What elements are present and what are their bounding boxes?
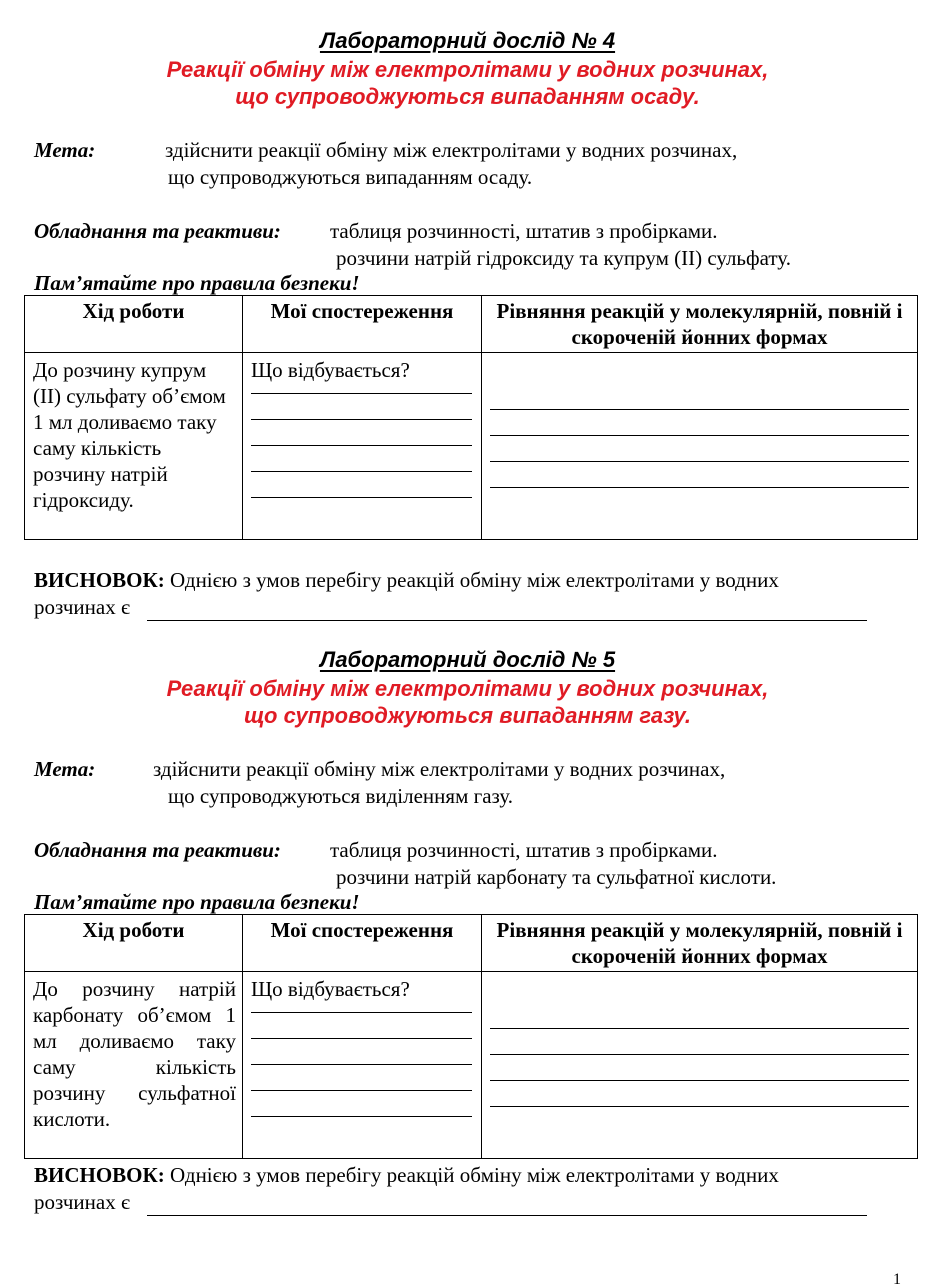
table-header-procedure: Хід роботи: [25, 915, 243, 972]
equations-cell[interactable]: [482, 972, 918, 1159]
goal-label: Мета:: [34, 138, 96, 162]
observation-question: Що відбувається?: [251, 358, 410, 382]
experiment-subtitle: що супроводжуються випаданням осаду.: [235, 84, 700, 109]
conclusion-text: розчинах є: [34, 1190, 130, 1214]
procedure-cell: [25, 972, 243, 1159]
conclusion-text: Однією з умов перебігу реакцій обміну між електролітами у водних: [164, 1163, 779, 1187]
answer-line[interactable]: [251, 1012, 472, 1013]
answer-line[interactable]: [490, 461, 909, 462]
experiment-4-section: [0, 0, 950, 620]
goal-text: здійснити реакції обміну між електролітами у водних розчинах,: [153, 757, 726, 781]
answer-line[interactable]: [251, 393, 472, 394]
table-header-procedure: Хід роботи: [25, 296, 243, 353]
experiment-subtitle: Реакції обміну між електролітами у водних розчинах,: [166, 57, 769, 82]
answer-line[interactable]: [490, 1054, 909, 1055]
answer-line[interactable]: [251, 445, 472, 446]
conclusion-text: Однією з умов перебігу реакцій обміну між електролітами у водних: [164, 568, 779, 592]
procedure-cell: [25, 353, 243, 540]
goal-label: Мета:: [34, 757, 96, 781]
answer-line[interactable]: [251, 1090, 472, 1091]
conclusion-text: розчинах є: [34, 595, 130, 619]
page-number: 1: [893, 1271, 901, 1288]
answer-line[interactable]: [251, 497, 472, 498]
table-header-observations: Мої спостереження: [243, 296, 482, 353]
conclusion-label: ВИСНОВОК:: [34, 1163, 165, 1187]
experiment-subtitle: Реакції обміну між електролітами у водних розчинах,: [166, 676, 769, 701]
table-header-observations: Мої спостереження: [243, 915, 482, 972]
equipment-text: таблиця розчинності, штатив з пробірками.: [330, 838, 718, 862]
table-header-equations: Рівняння реакцій у молекулярній, повній і скороченій йонних формах: [482, 296, 918, 353]
goal-text: здійснити реакції обміну між електролітами у водних розчинах,: [165, 138, 738, 162]
observations-cell[interactable]: [243, 353, 482, 540]
procedure-text: До розчину натрій карбонату об’ємом 1 мл доливаємо таку саму кількість розчину сульфатної кислоти.: [33, 977, 236, 1131]
experiment-table: [24, 914, 918, 1159]
answer-line[interactable]: [490, 1106, 909, 1107]
equipment-label: Обладнання та реактиви:: [34, 838, 281, 862]
safety-reminder: Пам’ятайте про правила безпеки!: [34, 271, 360, 295]
goal-text: що супроводжуються виділенням газу.: [168, 784, 514, 808]
answer-line[interactable]: [490, 487, 909, 488]
observation-question: Що відбувається?: [251, 977, 410, 1001]
answer-line[interactable]: [251, 1064, 472, 1065]
experiment-title: Лабораторний дослід № 4: [319, 28, 616, 53]
answer-line[interactable]: [490, 1028, 909, 1029]
safety-reminder: Пам’ятайте про правила безпеки!: [34, 890, 360, 914]
answer-line[interactable]: [490, 435, 909, 436]
experiment-title: Лабораторний дослід № 5: [319, 647, 616, 672]
equipment-label: Обладнання та реактиви:: [34, 219, 281, 243]
experiment-5-section: [0, 619, 950, 1239]
answer-line[interactable]: [251, 471, 472, 472]
experiment-subtitle: що супроводжуються випаданням газу.: [244, 703, 691, 728]
answer-line[interactable]: [251, 1038, 472, 1039]
experiment-table: [24, 295, 918, 540]
procedure-text: До розчину купрум (ІІ) сульфату об’ємом 1 мл доливаємо таку саму кількість розчину натрій гідроксиду.: [33, 358, 226, 512]
equipment-text: розчини натрій гідроксиду та купрум (ІІ) сульфату.: [336, 246, 791, 270]
equipment-text: таблиця розчинності, штатив з пробірками.: [330, 219, 718, 243]
conclusion: [34, 1162, 779, 1188]
goal-text: що супроводжуються випаданням осаду.: [168, 165, 533, 189]
conclusion-answer-line[interactable]: [147, 1215, 867, 1216]
equations-cell[interactable]: [482, 353, 918, 540]
answer-line[interactable]: [490, 1080, 909, 1081]
table-header-equations: Рівняння реакцій у молекулярній, повній і скороченій йонних формах: [482, 915, 918, 972]
conclusion: [34, 567, 779, 593]
answer-line[interactable]: [490, 409, 909, 410]
conclusion-label: ВИСНОВОК:: [34, 568, 165, 592]
answer-line[interactable]: [251, 1116, 472, 1117]
observations-cell[interactable]: [243, 972, 482, 1159]
equipment-text: розчини натрій карбонату та сульфатної кислоти.: [336, 865, 777, 889]
answer-line[interactable]: [251, 419, 472, 420]
